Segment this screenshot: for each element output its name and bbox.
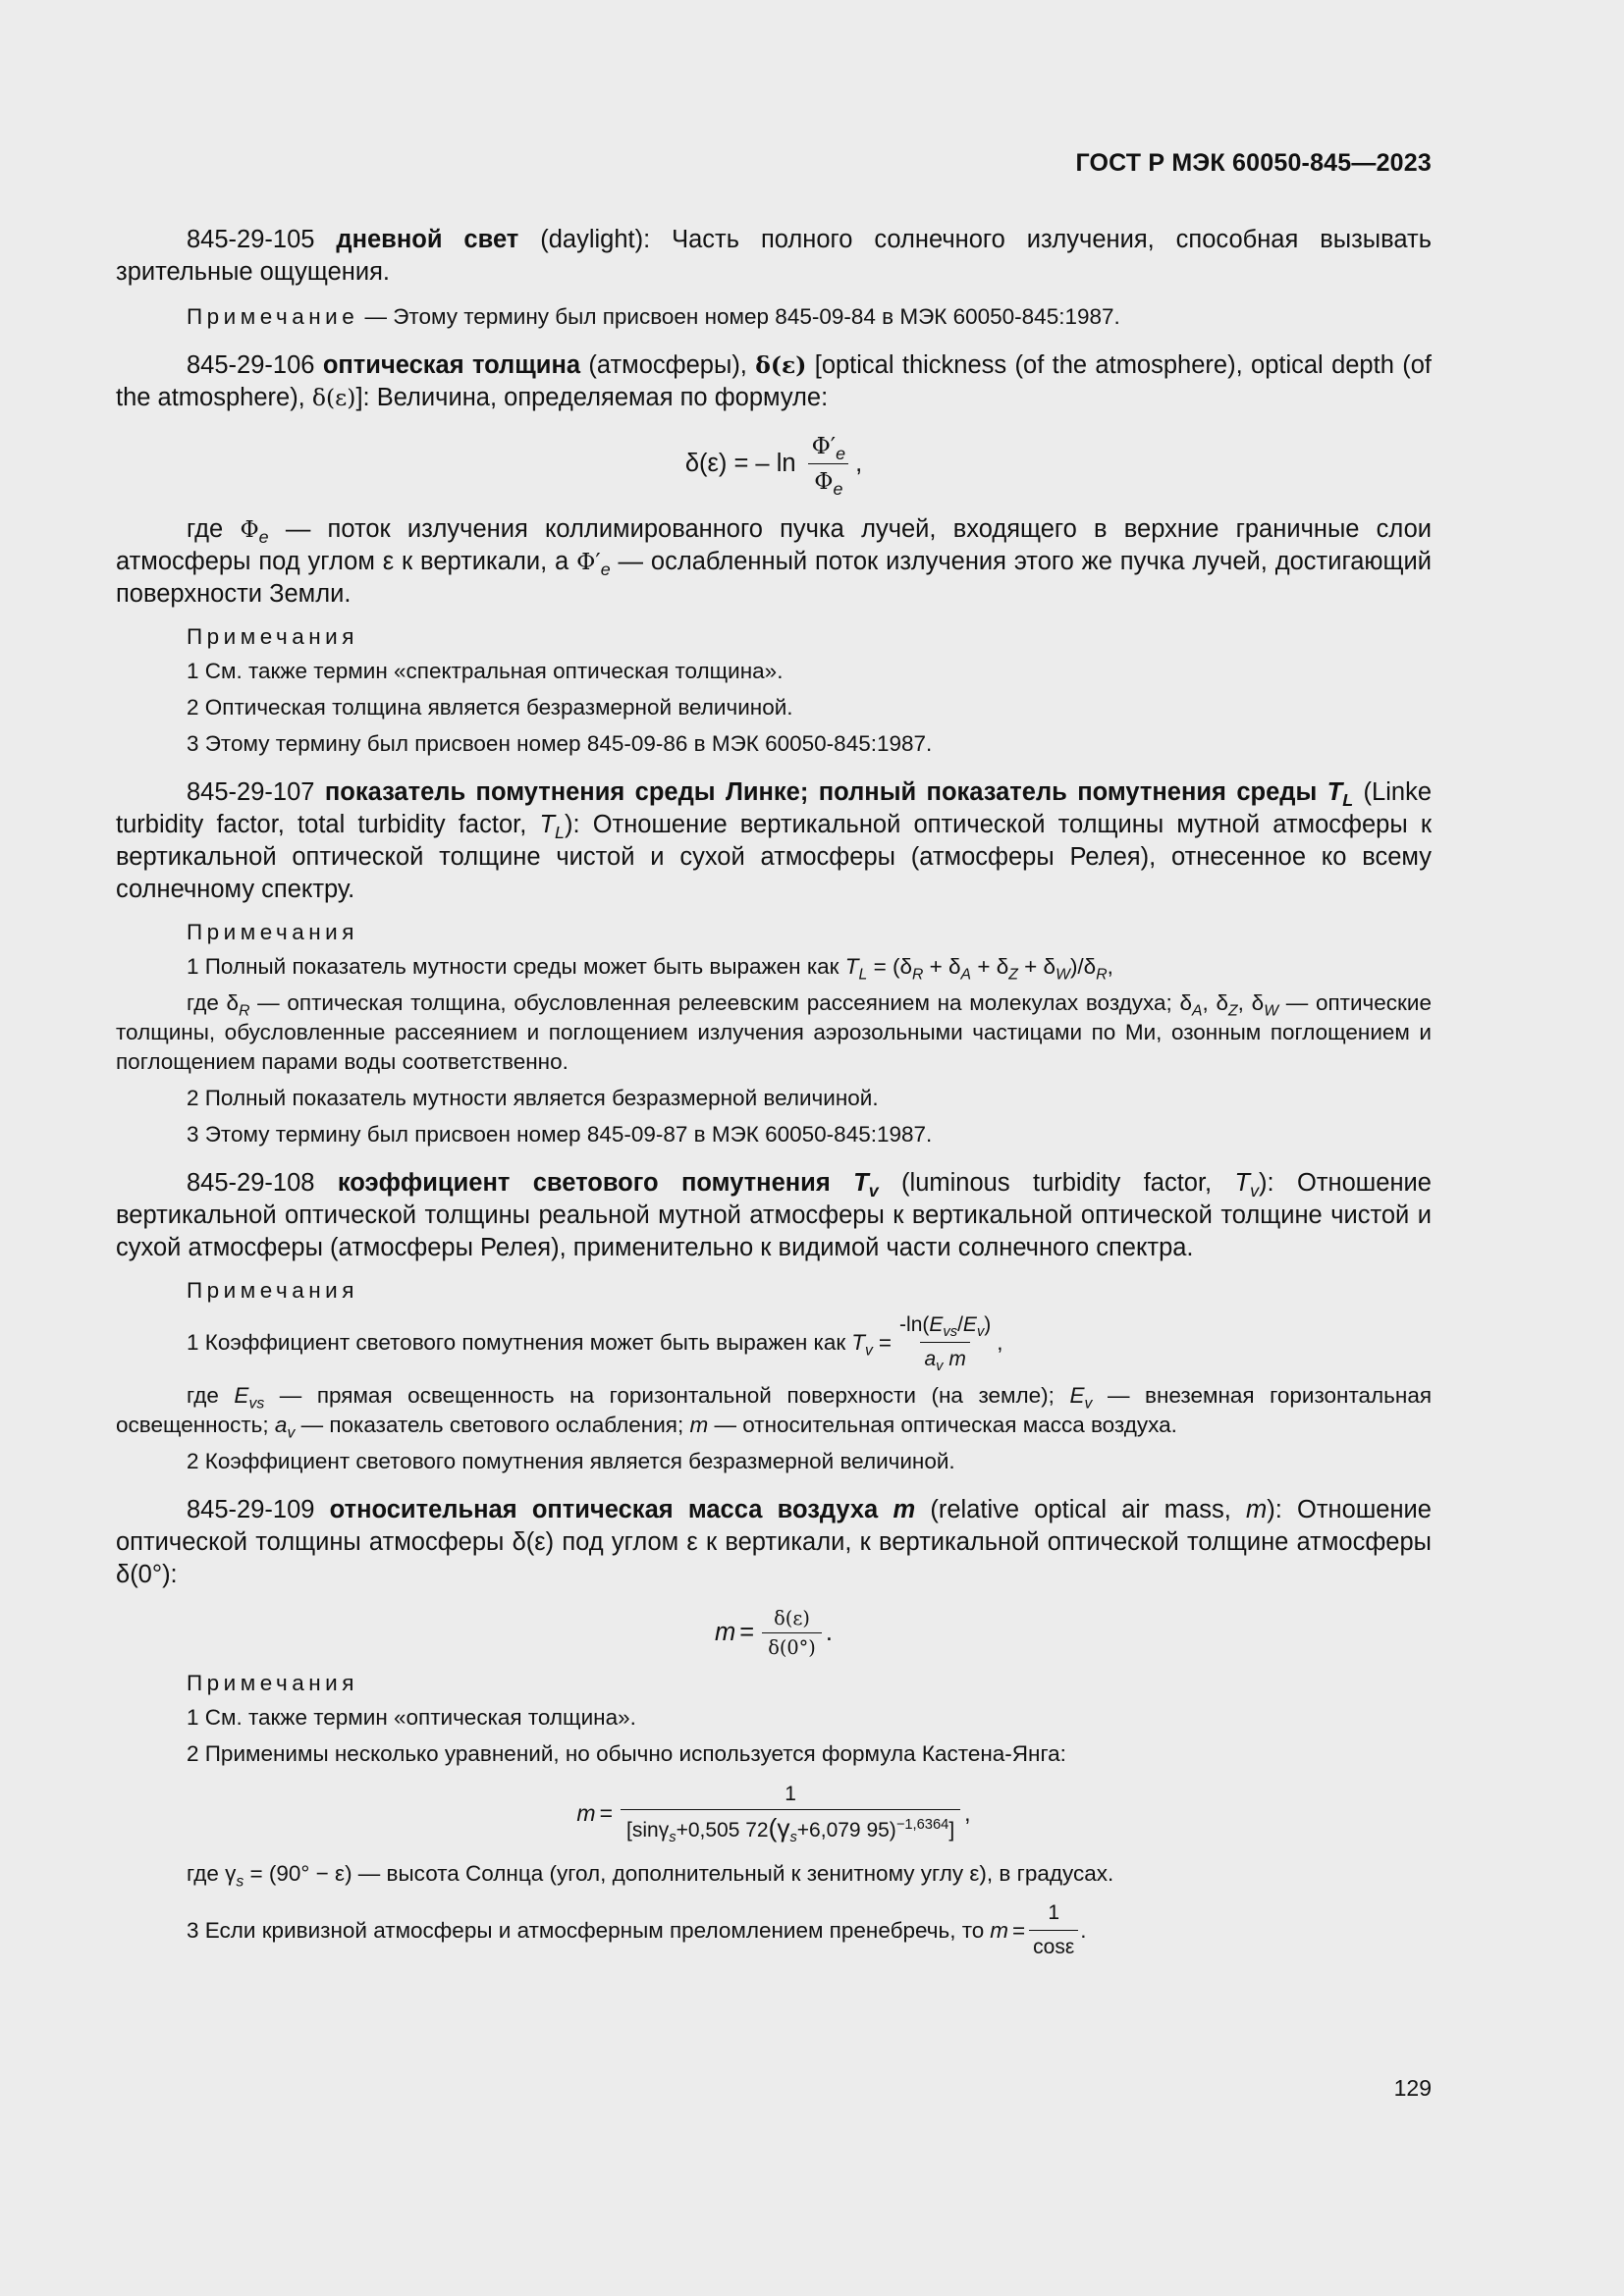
term-845-29-106-where <box>116 513 1432 611</box>
subscript: W <box>1264 1002 1279 1020</box>
formula-text: + δ <box>1024 954 1056 979</box>
symbol: δ <box>1216 990 1229 1015</box>
symbol: T <box>851 1329 866 1355</box>
formula-fraction <box>762 1607 822 1659</box>
subscript: s <box>236 1873 244 1891</box>
note-item: 2 Применимы несколько уравнений, но обычно используется формула Кастена-Янга: <box>187 1741 1066 1766</box>
subscript: s <box>669 1830 677 1846</box>
term-symbol: T <box>853 1169 869 1197</box>
formula-denominator: Φ <box>814 467 834 495</box>
formula-lhs: m <box>715 1619 736 1646</box>
term-text: (luminous turbidity factor, <box>901 1169 1213 1197</box>
formula-text: (γ <box>768 1813 790 1842</box>
term-text: [optical thickness (of the atmosphere), optical depth (of the atmosphere), <box>116 351 1432 411</box>
formula-fraction <box>895 1310 995 1374</box>
term-symbol: δ(ε) <box>311 384 356 411</box>
formula-text: +0,505 72 <box>676 1819 769 1842</box>
term-name: коэффициент светового помутнения <box>337 1169 831 1197</box>
notes-heading: Примечания <box>187 1671 358 1695</box>
formula-air-mass <box>116 1607 1432 1659</box>
formula-fraction <box>806 432 852 500</box>
note-where <box>116 1381 1432 1440</box>
note-item: 1 См. также термин «спектральная оптическая толщина». <box>187 659 784 683</box>
subscript: e <box>258 527 269 548</box>
note-item: 2 Полный показатель мутности является безразмерной величиной. <box>187 1086 879 1110</box>
subscript: v <box>287 1424 296 1442</box>
subscript: e <box>833 479 843 500</box>
subscript: Z <box>1008 966 1018 984</box>
formula-eq: = <box>739 1619 755 1646</box>
subscript: R <box>239 1002 250 1020</box>
note-text: — Этому термину был присвоен номер 845-09-84 в МЭК 60050-845:1987. <box>364 304 1120 329</box>
formula-fraction <box>621 1783 960 1846</box>
formula-optical-thickness <box>116 432 1432 500</box>
term-symbol: T <box>1326 778 1343 806</box>
where-text: где <box>187 1383 219 1408</box>
term-text: ): Отношение вертикальной оптической толщины реальной мутной атмосферы к вертикальной оптической толщине чистой и сухой атмосферы (атмосферы Релея), применительно к видимой части солнечного спектра. <box>116 1169 1432 1261</box>
symbol: m <box>990 1917 1009 1943</box>
formula-punct: , <box>1107 954 1113 979</box>
subscript: e <box>836 444 846 464</box>
note-item: 3 Этому термину был присвоен номер 845-09-87 в МЭК 60050-845:1987. <box>187 1122 933 1147</box>
term-text: ]: Величина, определяемая по формуле: <box>355 384 829 411</box>
subscript: W <box>1056 966 1070 984</box>
formula-fraction <box>1029 1898 1078 1962</box>
formula-eq: = <box>599 1799 614 1826</box>
term-name: показатель помутнения среды Линке; полный показатель помутнения среды <box>324 778 1318 806</box>
punct: , <box>1237 990 1244 1015</box>
formula-denominator: cosε <box>1029 1930 1078 1962</box>
formula-text: + δ <box>929 954 961 979</box>
formula-text: -ln( <box>899 1313 930 1336</box>
term-text: ): Отношение оптической толщины атмосферы δ(ε) под углом ε к вертикали, к вертикальной оптической толщине атмосферы δ(0°): <box>116 1496 1432 1588</box>
formula-lhs: m <box>576 1799 596 1826</box>
formula-punct: , <box>964 1799 971 1826</box>
subscript: v <box>1084 1395 1093 1413</box>
symbol: T <box>539 811 556 838</box>
formula-eq: = <box>878 1329 893 1355</box>
subscript: vs <box>943 1324 958 1341</box>
symbol: a <box>924 1348 937 1370</box>
note-text: 3 Если кривизной атмосферы и атмосферным преломлением пренебречь, то <box>187 1917 985 1943</box>
term-text: (атмосферы), <box>588 351 747 379</box>
symbol: T <box>1234 1169 1251 1197</box>
note-where <box>116 988 1432 1077</box>
symbol: m <box>948 1348 966 1370</box>
formula-numerator: δ(ε) <box>774 1607 810 1629</box>
term-name: дневной свет <box>336 226 519 253</box>
symbol: Φ′ <box>576 548 601 575</box>
formula-denominator <box>621 1809 960 1846</box>
document-header: ГОСТ Р МЭК 60050-845—2023 <box>1075 149 1432 177</box>
formula-lhs: δ(ε) = – ln <box>684 450 796 477</box>
where-text: — оптическая толщина, обусловленная релеевским рассеянием на молекулах воздуха; δ <box>257 990 1193 1015</box>
term-name: относительная оптическая масса воздуха <box>329 1496 879 1523</box>
formula-kasten-young <box>116 1783 1432 1846</box>
symbol: m <box>689 1413 709 1437</box>
formula-punct: . <box>825 1619 833 1646</box>
subscript: L <box>858 966 868 984</box>
note-item: 1 См. также термин «оптическая толщина». <box>187 1705 636 1730</box>
notes-heading: Примечания <box>187 624 358 649</box>
note-where <box>116 1859 1432 1889</box>
symbol: a <box>274 1413 288 1437</box>
term-symbol: δ(ε) <box>755 351 807 379</box>
symbol: δ <box>1251 990 1265 1015</box>
subscript: R <box>1096 966 1108 984</box>
note-item <box>116 1898 1432 1962</box>
term-845-29-108 <box>116 1167 1432 1264</box>
punct: , <box>1202 990 1209 1015</box>
term-number: 845-29-107 <box>187 778 315 806</box>
term-text: (Linke turbidity factor, total turbidity factor, <box>116 778 1432 838</box>
term-number: 845-29-105 <box>187 226 315 253</box>
subscript: v <box>868 1181 879 1201</box>
subscript: Z <box>1228 1002 1238 1020</box>
where-text: = (90° − ε) — высота Солнца (угол, дополнительный к зенитному углу ε), в градусах. <box>249 1861 1114 1886</box>
where-text: — внеземная горизонтальная освещенность; <box>116 1383 1433 1437</box>
formula-punct: , <box>997 1329 1003 1355</box>
notes-heading: Примечания <box>187 920 358 944</box>
term-845-29-106 <box>116 349 1432 414</box>
where-text: — относительная оптическая масса воздуха. <box>714 1413 1177 1437</box>
where-text: — оптические толщины, обусловленные рассеянием и поглощением излучения аэрозольными частицами по Ми, озонным поглощением и поглощением парами воды соответственно. <box>116 990 1432 1074</box>
formula-text: [sinγ <box>626 1819 670 1842</box>
symbol: T <box>844 954 859 979</box>
formula-numerator: Φ′ <box>811 432 837 459</box>
note-item <box>116 1310 1432 1374</box>
where-text: где <box>187 515 224 543</box>
symbol: E <box>929 1313 944 1336</box>
symbol: m <box>1246 1496 1268 1523</box>
symbol: E <box>1069 1383 1085 1408</box>
where-text: где δ <box>187 990 240 1015</box>
where-text: — ослабленный поток излучения этого же пучка лучей, достигающий поверхности Земли. <box>116 548 1432 608</box>
note-text: 1 Полный показатель мутности среды может быть выражен как <box>187 954 839 979</box>
subscript: e <box>600 560 611 580</box>
formula-text: ] <box>948 1819 955 1842</box>
page-content <box>116 128 1432 1962</box>
formula-numerator: 1 <box>785 1783 796 1805</box>
note-845-29-105 <box>116 302 1432 332</box>
subscript: L <box>555 823 565 843</box>
superscript: −1,6364 <box>895 1816 949 1833</box>
formula-text: + δ <box>977 954 1009 979</box>
term-845-29-107 <box>116 776 1432 906</box>
term-845-29-105 <box>116 224 1432 289</box>
formula-denominator: δ(0°) <box>762 1632 822 1659</box>
subscript: L <box>1342 790 1354 811</box>
symbol: E <box>962 1313 977 1336</box>
term-text: ): Отношение вертикальной оптической толщины мутной атмосферы к вертикальной оптической толщине чистой и сухой атмосферы (атмосферы Релея), отнесенное ко всему солнечному спектру. <box>116 811 1432 903</box>
term-number: 845-29-109 <box>187 1496 315 1523</box>
formula-text: +6,079 95) <box>796 1819 896 1842</box>
subscript: R <box>911 966 924 984</box>
symbol: Φ <box>240 515 259 543</box>
subscript: vs <box>248 1395 265 1413</box>
formula-numerator: 1 <box>1048 1901 1060 1924</box>
term-845-29-109 <box>116 1494 1432 1591</box>
term-number: 845-29-106 <box>187 351 315 379</box>
term-definition: (daylight): Часть полного солнечного излучения, способная вызывать зрительные ощущения. <box>116 226 1432 286</box>
formula-punct: . <box>1080 1917 1087 1943</box>
where-text: — прямая освещенность на горизонтальной поверхности (на земле); <box>279 1383 1055 1408</box>
subscript: s <box>789 1830 797 1846</box>
term-name: оптическая толщина <box>322 351 581 379</box>
symbol: E <box>234 1383 249 1408</box>
formula-text: = (δ <box>873 954 912 979</box>
formula-text: / <box>957 1313 963 1336</box>
where-text: — показатель светового ослабления; <box>300 1413 684 1437</box>
note-text: 1 Коэффициент светового помутнения может быть выражен как <box>187 1329 846 1355</box>
term-symbol: m <box>893 1496 916 1523</box>
note-item: 3 Этому термину был присвоен номер 845-09-86 в МЭК 60050-845:1987. <box>187 731 933 756</box>
formula-text: )/δ <box>1069 954 1097 979</box>
note-heading: Примечание <box>187 304 359 329</box>
where-text: где γ <box>187 1861 237 1886</box>
notes-heading: Примечания <box>187 1278 358 1303</box>
subscript: v <box>865 1342 873 1359</box>
note-item: 2 Коэффициент светового помутнения является безразмерной величиной. <box>187 1449 955 1473</box>
formula-punct: , <box>855 450 863 477</box>
formula-text: ) <box>984 1313 992 1336</box>
formula-eq: = <box>1012 1917 1026 1943</box>
page-number: 129 <box>1393 2075 1432 2101</box>
subscript: A <box>1192 1002 1203 1020</box>
term-text: (relative optical air mass, <box>930 1496 1231 1523</box>
subscript: A <box>960 966 972 984</box>
note-item: 2 Оптическая толщина является безразмерной величиной. <box>187 695 793 720</box>
subscript: v <box>936 1359 944 1375</box>
note-item <box>116 952 1432 982</box>
subscript: v <box>1250 1181 1260 1201</box>
where-text: — поток излучения коллимированного пучка лучей, входящего в верхние граничные слои атмосферы под углом ε к вертикали, а <box>116 515 1432 575</box>
subscript: v <box>976 1324 985 1341</box>
term-number: 845-29-108 <box>187 1169 315 1197</box>
